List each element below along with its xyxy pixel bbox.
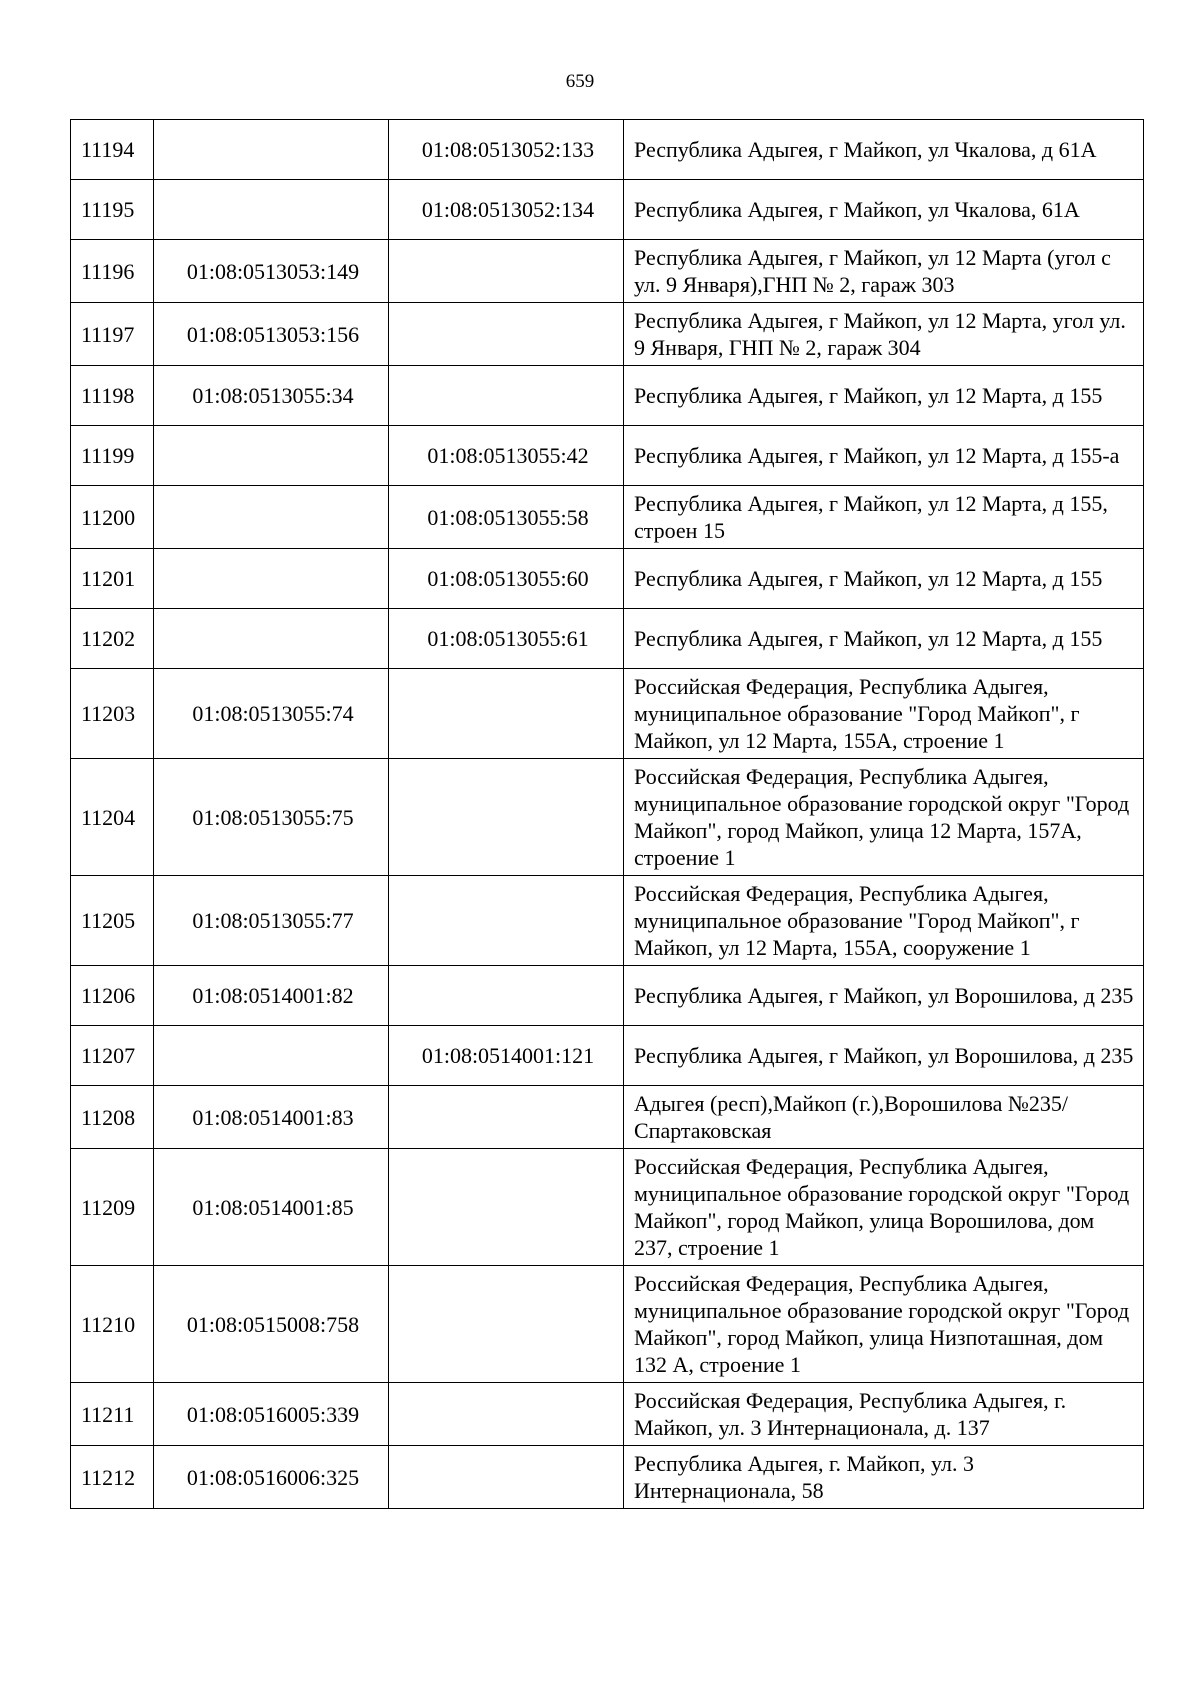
table-row	[71, 426, 1144, 486]
address-cell: Республика Адыгея, г Майкоп, ул 12 Марта (угол с ул. 9 Января),ГНП № 2, гараж 303	[624, 240, 1144, 303]
building-cadastral-cell	[389, 669, 624, 759]
row-number-cell: 11208	[71, 1086, 154, 1149]
row-number-cell: 11196	[71, 240, 154, 303]
building-cadastral-cell: 01:08:0513052:133	[389, 120, 624, 180]
land-cadastral-cell: 01:08:0516006:325	[154, 1446, 389, 1509]
table-row	[71, 366, 1144, 426]
land-cadastral-cell: 01:08:0514001:85	[154, 1149, 389, 1266]
land-cadastral-cell	[154, 549, 389, 609]
row-number-cell: 11199	[71, 426, 154, 486]
land-cadastral-cell: 01:08:0513053:156	[154, 303, 389, 366]
building-cadastral-cell	[389, 1383, 624, 1446]
table-row	[71, 1383, 1144, 1446]
table-row	[71, 486, 1144, 549]
table-row	[71, 1026, 1144, 1086]
building-cadastral-cell: 01:08:0513055:42	[389, 426, 624, 486]
address-cell: Республика Адыгея, г Майкоп, ул 12 Марта, д 155, строен 15	[624, 486, 1144, 549]
address-cell: Республика Адыгея, г Майкоп, ул 12 Марта, д 155	[624, 366, 1144, 426]
address-cell: Республика Адыгея, г Майкоп, ул Чкалова, д 61А	[624, 120, 1144, 180]
table-row	[71, 180, 1144, 240]
table-row	[71, 669, 1144, 759]
table-row	[71, 120, 1144, 180]
building-cadastral-cell: 01:08:0513052:134	[389, 180, 624, 240]
address-cell: Республика Адыгея, г Майкоп, ул 12 Марта, д 155	[624, 609, 1144, 669]
building-cadastral-cell	[389, 966, 624, 1026]
address-cell: Российская Федерация, Республика Адыгея, муниципальное образование городской округ "Город Майкоп", город Майкоп, улица Низпоташная, дом 132 А, строение 1	[624, 1266, 1144, 1383]
row-number-cell: 11206	[71, 966, 154, 1026]
table-row	[71, 1086, 1144, 1149]
building-cadastral-cell	[389, 1149, 624, 1266]
row-number-cell: 11200	[71, 486, 154, 549]
building-cadastral-cell	[389, 1446, 624, 1509]
land-cadastral-cell: 01:08:0513053:149	[154, 240, 389, 303]
address-cell: Российская Федерация, Республика Адыгея, муниципальное образование городской округ "Город Майкоп", город Майкоп, улица Ворошилова, дом 237, строение 1	[624, 1149, 1144, 1266]
row-number-cell: 11198	[71, 366, 154, 426]
land-cadastral-cell	[154, 609, 389, 669]
building-cadastral-cell	[389, 366, 624, 426]
building-cadastral-cell: 01:08:0513055:60	[389, 549, 624, 609]
row-number-cell: 11194	[71, 120, 154, 180]
address-cell: Российская Федерация, Республика Адыгея, г. Майкоп, ул. 3 Интернационала, д. 137	[624, 1383, 1144, 1446]
building-cadastral-cell	[389, 303, 624, 366]
table-row	[71, 759, 1144, 876]
address-cell: Адыгея (респ),Майкоп (г.),Ворошилова №235/Спартаковская	[624, 1086, 1144, 1149]
table-row	[71, 1149, 1144, 1266]
table-row	[71, 1446, 1144, 1509]
land-cadastral-cell: 01:08:0516005:339	[154, 1383, 389, 1446]
land-cadastral-cell	[154, 426, 389, 486]
table-row	[71, 549, 1144, 609]
land-cadastral-cell	[154, 120, 389, 180]
address-cell: Республика Адыгея, г Майкоп, ул 12 Марта, д 155-а	[624, 426, 1144, 486]
row-number-cell: 11195	[71, 180, 154, 240]
land-cadastral-cell: 01:08:0513055:74	[154, 669, 389, 759]
land-cadastral-cell: 01:08:0513055:75	[154, 759, 389, 876]
table-row	[71, 876, 1144, 966]
building-cadastral-cell	[389, 876, 624, 966]
row-number-cell: 11204	[71, 759, 154, 876]
row-number-cell: 11210	[71, 1266, 154, 1383]
building-cadastral-cell: 01:08:0514001:121	[389, 1026, 624, 1086]
building-cadastral-cell	[389, 1086, 624, 1149]
land-cadastral-cell	[154, 180, 389, 240]
row-number-cell: 11201	[71, 549, 154, 609]
registry-table	[70, 119, 1144, 1509]
row-number-cell: 11202	[71, 609, 154, 669]
address-cell: Российская Федерация, Республика Адыгея, муниципальное образование "Город Майкоп", г Майкоп, ул 12 Марта, 155А, сооружение 1	[624, 876, 1144, 966]
land-cadastral-cell: 01:08:0514001:83	[154, 1086, 389, 1149]
registry-table-body	[71, 120, 1144, 1509]
table-row	[71, 303, 1144, 366]
row-number-cell: 11212	[71, 1446, 154, 1509]
address-cell: Республика Адыгея, г. Майкоп, ул. 3 Интернационала, 58	[624, 1446, 1144, 1509]
table-row	[71, 609, 1144, 669]
row-number-cell: 11209	[71, 1149, 154, 1266]
table-row	[71, 240, 1144, 303]
building-cadastral-cell	[389, 759, 624, 876]
land-cadastral-cell: 01:08:0513055:34	[154, 366, 389, 426]
address-cell: Республика Адыгея, г Майкоп, ул Ворошилова, д 235	[624, 1026, 1144, 1086]
table-row	[71, 1266, 1144, 1383]
building-cadastral-cell: 01:08:0513055:61	[389, 609, 624, 669]
land-cadastral-cell: 01:08:0515008:758	[154, 1266, 389, 1383]
row-number-cell: 11207	[71, 1026, 154, 1086]
land-cadastral-cell: 01:08:0513055:77	[154, 876, 389, 966]
land-cadastral-cell	[154, 1026, 389, 1086]
page-number: 659	[565, 71, 595, 92]
row-number-cell: 11211	[71, 1383, 154, 1446]
address-cell: Российская Федерация, Республика Адыгея, муниципальное образование городской округ "Город Майкоп", город Майкоп, улица 12 Марта, 157А, строение 1	[624, 759, 1144, 876]
land-cadastral-cell: 01:08:0514001:82	[154, 966, 389, 1026]
address-cell: Республика Адыгея, г Майкоп, ул 12 Марта, угол ул. 9 Января, ГНП № 2, гараж 304	[624, 303, 1144, 366]
table-row	[71, 966, 1144, 1026]
land-cadastral-cell	[154, 486, 389, 549]
address-cell: Российская Федерация, Республика Адыгея, муниципальное образование "Город Майкоп", г Майкоп, ул 12 Марта, 155А, строение 1	[624, 669, 1144, 759]
row-number-cell: 11203	[71, 669, 154, 759]
building-cadastral-cell	[389, 1266, 624, 1383]
address-cell: Республика Адыгея, г Майкоп, ул Чкалова, 61А	[624, 180, 1144, 240]
building-cadastral-cell	[389, 240, 624, 303]
row-number-cell: 11205	[71, 876, 154, 966]
address-cell: Республика Адыгея, г Майкоп, ул 12 Марта, д 155	[624, 549, 1144, 609]
building-cadastral-cell: 01:08:0513055:58	[389, 486, 624, 549]
address-cell: Республика Адыгея, г Майкоп, ул Ворошилова, д 235	[624, 966, 1144, 1026]
row-number-cell: 11197	[71, 303, 154, 366]
